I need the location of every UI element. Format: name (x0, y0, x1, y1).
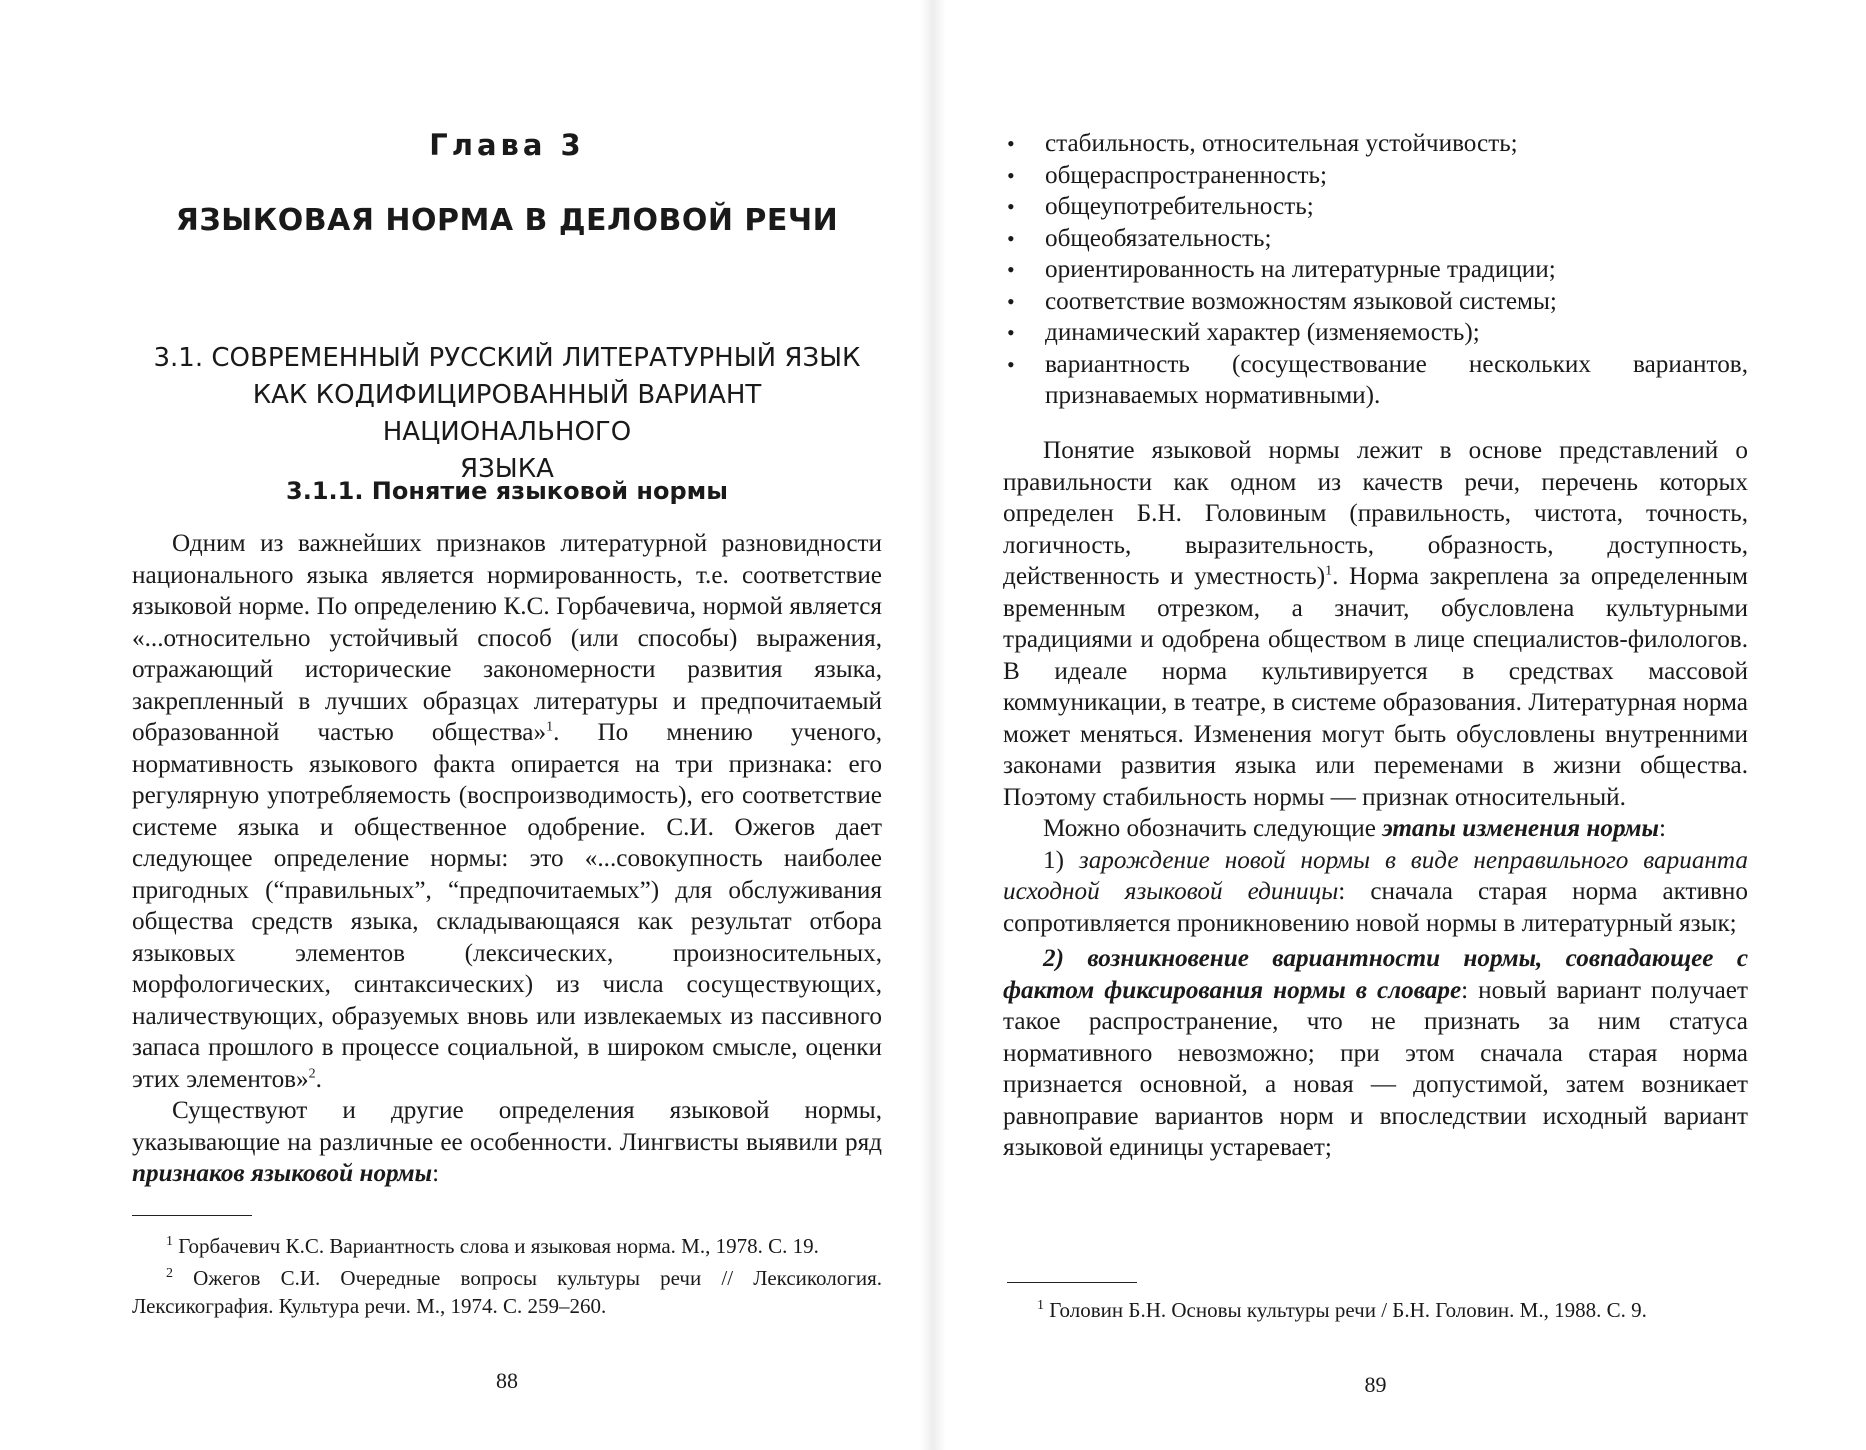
page-number: 89 (1364, 1372, 1387, 1397)
list-item (1003, 223, 1748, 255)
footnote-divider (1007, 1282, 1137, 1283)
list-item (1003, 128, 1748, 160)
list-item (1003, 317, 1748, 349)
norm-features-list (1003, 128, 1748, 412)
section-title-line: 3.1. СОВРЕМЕННЫЙ РУССКИЙ ЛИТЕРАТУРНЫЙ ЯЗЫК (153, 343, 861, 373)
stage-item (1003, 845, 1748, 940)
chapter-label: Глава 3 (429, 128, 585, 162)
paragraph-text: . (315, 1065, 322, 1093)
footnote-ref: 1 (1325, 563, 1333, 579)
footnote-text: Ожегов С.И. Очередные вопросы культуры речи // Лексикология. Лексикография. Культура речи. М., 1974. С. 259–260. (132, 1266, 882, 1318)
paragraph-text: : сначала старая норма активно сопротивляется проникновению новой нормы в литературный язык; (1003, 878, 1748, 937)
bullet-icon: • (1007, 288, 1015, 314)
bullet-icon: • (1007, 257, 1015, 282)
paragraph-text: Одним из важнейших признаков литературной разновидности национального языка является нормированность, т.е. соответствие языковой норме. По определению К.С. Горбачевича, нормой является «...относительно устойчивый способ (или способы) выражения, отражающий исторические закономерности развития языка, закрепленный в лучших образцах литературы и предпочитаемый образованной частью общества» (132, 530, 882, 746)
paragraph-text: Существуют и другие определения языковой нормы, указывающие на различные ее особенности. Лингвисты выявили ряд (132, 1097, 882, 1156)
stage-item (1003, 943, 1748, 1164)
section-title (132, 340, 882, 488)
footnotes (132, 1232, 882, 1324)
right-page (933, 0, 1866, 1450)
section-title-line: КАК КОДИФИЦИРОВАННЫЙ ВАРИАНТ НАЦИОНАЛЬНОГО (252, 380, 762, 447)
paragraph-text: : новый вариант получает такое распространение, что не признать за ним статуса нормативного невозможно; при этом сначала старая норма признается основной, а новая — допустимой, затем возникает равноправие вариантов норм и впоследствии исходный вариант языковой единицы устаревает; (1003, 976, 1748, 1161)
list-item-text: вариантность (сосуществование нескольких вариантов, признаваемых нормативными). (1045, 350, 1748, 409)
paragraph (1003, 435, 1748, 813)
stage-number: 2) (1043, 945, 1088, 972)
list-item (1003, 349, 1748, 412)
bullet-icon: • (1007, 162, 1015, 188)
footnote-mark: 1 (1037, 1298, 1044, 1313)
paragraph (132, 1095, 882, 1190)
list-item (1003, 160, 1748, 192)
footnote-divider (132, 1215, 252, 1216)
footnote-ref: 2 (308, 1066, 316, 1082)
list-item-text: динамический характер (изменяемость); (1045, 319, 1480, 346)
footnote (1003, 1296, 1748, 1324)
paragraph-text: : (432, 1160, 440, 1187)
footnote-text: Горбачевич К.С. Вариантность слова и языковая норма. М., 1978. С. 19. (173, 1234, 819, 1258)
list-item-text: общеупотребительность; (1045, 193, 1314, 220)
section-title-line: ЯЗЫКА (460, 454, 554, 484)
list-item-text: общераспространенность; (1045, 161, 1328, 189)
list-item (1003, 286, 1748, 318)
paragraph-text: . По мнению ученого, нормативность языкового факта опирается на три признака: его регулярную употребляемость (воспроизводимость), его соответствие системе языка и общественное одобрение. С.И. Ожегов дает следующее определение нормы: это «...совокупность наиболее пригодных (“правильных”, “предпочитаемых”) для обслуживания общества средств языка, складывающаяся как результат отбора языковых элементов (лексических, произносительных, морфологических, синтаксических) из числа сосуществующих, наличествующих, образуемых вновь или извлекаемых из пассивного запаса прошлого в процессе социальной, в широком смысле, оценки этих элементов» (132, 719, 882, 1093)
bullet-icon: • (1007, 320, 1015, 345)
footnotes (1003, 1296, 1748, 1328)
subsection-title: 3.1.1. Понятие языковой нормы (286, 477, 728, 505)
emphasis-text: этапы изменения нормы (1382, 815, 1660, 842)
list-item (1003, 191, 1748, 223)
list-item-text: стабильность, относительная устойчивость; (1045, 130, 1518, 157)
footnote (132, 1232, 882, 1260)
stage-number: 1) (1043, 846, 1079, 874)
paragraph (1003, 813, 1748, 845)
paragraph-text: : (1659, 815, 1667, 842)
footnote-mark: 2 (166, 1266, 173, 1281)
bullet-icon: • (1007, 194, 1015, 219)
footnote-mark: 1 (166, 1234, 173, 1249)
footnote-ref: 1 (546, 719, 554, 735)
page-number: 88 (496, 1368, 518, 1393)
list-item (1003, 254, 1748, 286)
list-item-text: общеобязательность; (1045, 224, 1272, 252)
emphasis-text: признаков языковой нормы (132, 1160, 433, 1187)
bullet-icon: • (1007, 225, 1015, 251)
list-item-text: ориентированность на литературные традиции; (1045, 256, 1556, 283)
list-item-text: соответствие возможностям языковой системы; (1045, 287, 1557, 315)
bullet-icon: • (1007, 351, 1015, 377)
footnote (132, 1264, 882, 1320)
paragraph-text: Можно обозначить следующие (1043, 815, 1383, 842)
chapter-title: ЯЗЫКОВАЯ НОРМА В ДЕЛОВОЙ РЕЧИ (175, 203, 839, 238)
paragraph-text: Понятие языковой нормы лежит в основе представлений о правильности как одном из качеств речи, перечень которых определен Б.Н. Головиным (правильность, чистота, точность, логичность, выразительность, образность, доступность, действенность и уместность) (1003, 437, 1748, 590)
emphasis-text: зарождение новой нормы в виде неправильного варианта исходной языковой единицы (1003, 846, 1748, 905)
bullet-icon: • (1007, 131, 1015, 156)
paragraph-text: . Норма закреплена за определенным временным отрезком, а значит, обусловлена культурными традициями и одобрена обществом в лице специалистов-филологов. В идеале норма культивируется в средствах массовой коммуникации, в театре, в системе образования. Литературная норма может меняться. Изменения могут быть обусловлены внутренними законами развития языка или переменами в жизни общества. Поэтому стабильность нормы — признак относительный. (1003, 563, 1748, 811)
right-body-text (1003, 435, 1748, 1164)
emphasis-text: возникновение вариантности нормы, совпадающее с фактом фиксирования нормы в словаре (1003, 945, 1748, 1004)
left-body-text (132, 528, 882, 1190)
footnote-text: Головин Б.Н. Основы культуры речи / Б.Н. Головин. М., 1988. С. 9. (1044, 1298, 1647, 1322)
paragraph (132, 528, 882, 1095)
